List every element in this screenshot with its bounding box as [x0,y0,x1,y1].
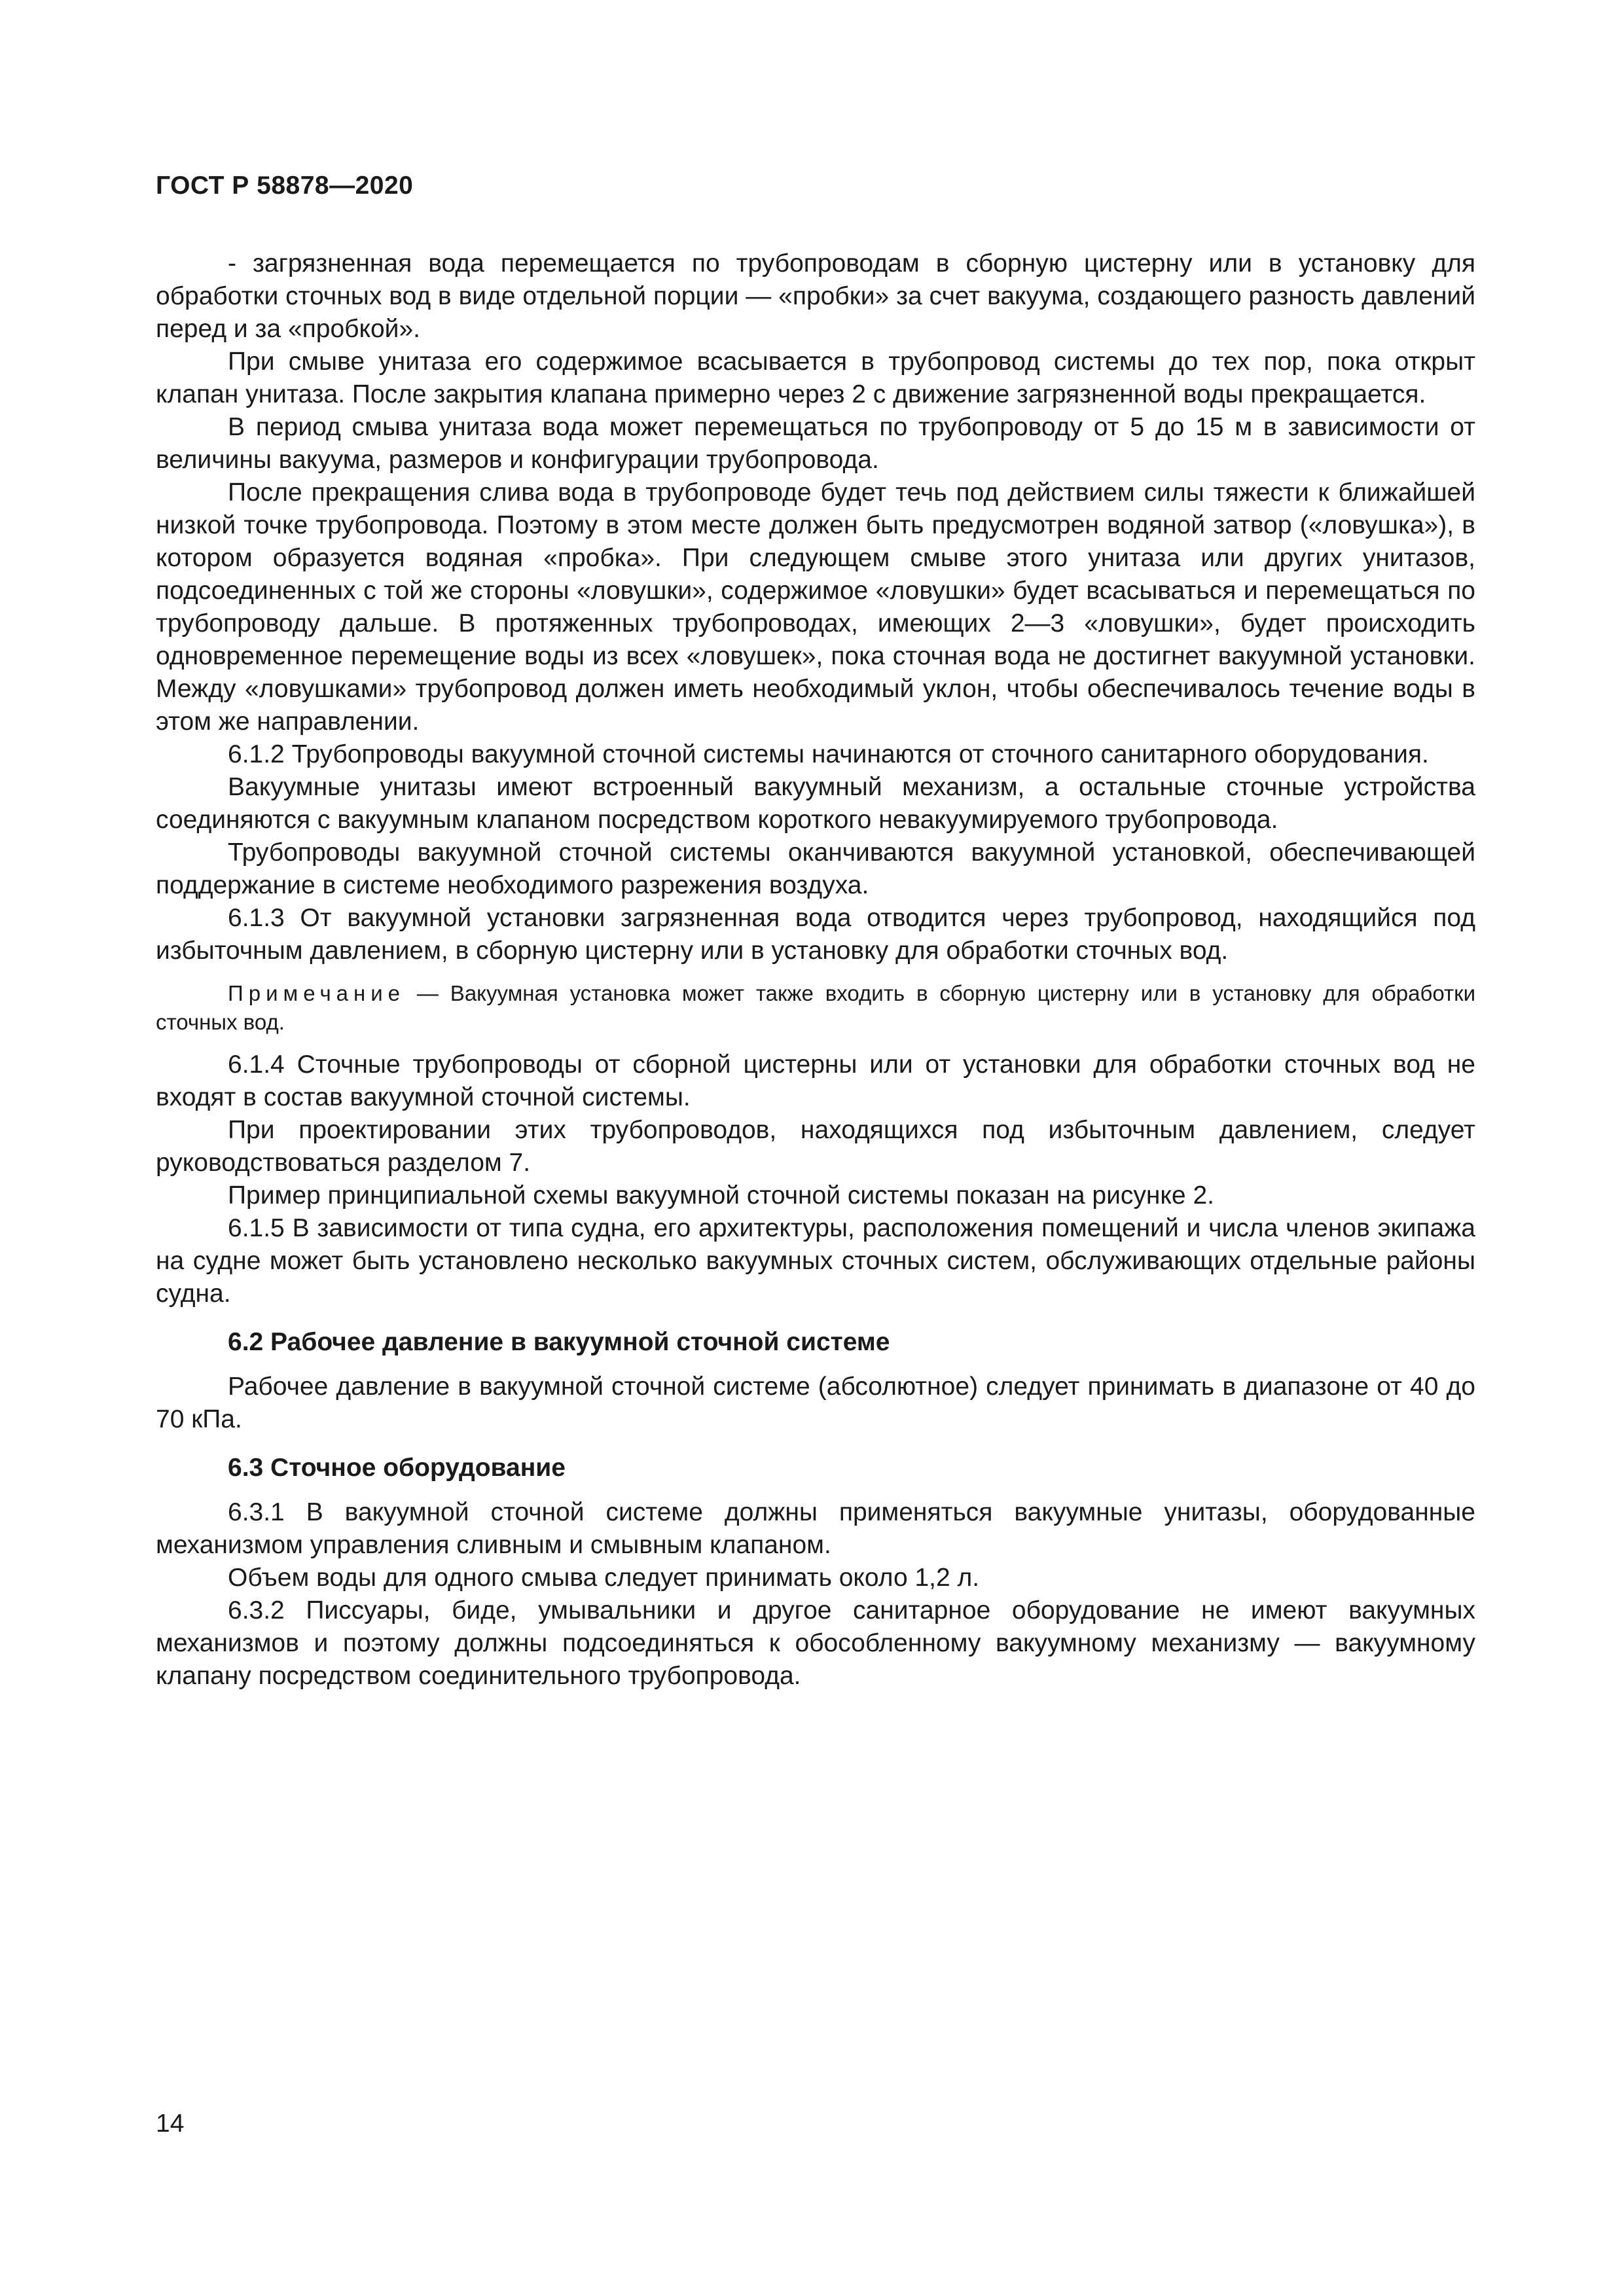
paragraph: 6.3.1 В вакуумной сточной системе должны применяться вакуумные унитазы, оборудованные механизмом управления сливным и смывным клапаном. [156,1498,1475,1559]
note-text: — Вакуумная установка может также входить в сборную цистерну или в установку для обработки сточных вод. [156,981,1475,1034]
paragraph: 6.3.2 Писсуары, биде, умывальники и другое санитарное оборудование не имеют вакуумных механизмов и поэтому должны подсоединяться к обособленному вакуумному механизму — вакуумному клапану посредством соединительного трубопровода. [156,1596,1475,1690]
paragraph: После прекращения слива вода в трубопроводе будет течь под действием силы тяжести к ближайшей низкой точке трубопровода. Поэтому в этом месте должен быть предусмотрен водяной затвор («ловушка»), в котором образуется водяная «пробка». При следующем смыве этого унитаза или других унитазов, подсоединенных с той же стороны «ловушки», содержимое «ловушки» будет всасываться и перемещаться по трубопроводу дальше. В протяженных трубопроводах, имеющих 2—3 «ловушки», будет происходить одновременное перемещение воды из всех «ловушек», пока сточная вода не достигнет вакуумной установки. Между «ловушками» трубопровод должен иметь необходимый уклон, чтобы обеспечивалось течение воды в этом же направлении. [156,478,1475,736]
paragraph: 6.1.4 Сточные трубопроводы от сборной цистерны или от установки для обработки сточных вод не входят в состав вакуумной сточной системы. [156,1050,1475,1111]
document-body [156,247,1475,1693]
paragraph: При смыве унитаза его содержимое всасывается в трубопровод системы до тех пор, пока открыт клапан унитаза. После закрытия клапана примерно через 2 с движение загрязненной воды прекращается. [156,348,1475,408]
paragraph: 6.1.3 От вакуумной установки загрязненная вода отводится через трубопровод, находящийся под избыточным давлением, в сборную цистерну или в установку для обработки сточных вод. [156,904,1475,965]
page-number: 14 [156,2109,185,2138]
paragraph: Трубопроводы вакуумной сточной системы оканчиваются вакуумной установкой, обеспечивающей поддержание в системе необходимого разрежения воздуха. [156,838,1475,899]
note [156,979,1475,1037]
paragraph: При проектировании этих трубопроводов, находящихся под избыточным давлением, следует руководствоваться разделом 7. [156,1116,1475,1177]
section-heading: 6.3 Сточное оборудование [228,1454,566,1482]
paragraph: Рабочее давление в вакуумной сточной системе (абсолютное) следует принимать в диапазоне от 40 до 70 кПа. [156,1372,1475,1433]
paragraph: Вакуумные унитазы имеют встроенный вакуумный механизм, а остальные сточные устройства соединяются с вакуумным клапаном посредством короткого невакуумируемого трубопровода. [156,773,1475,834]
paragraph: - загрязненная вода перемещается по трубопроводам в сборную цистерну или в установку для обработки сточных вод в виде отдельной порции — «пробки» за счет вакуума, создающего разность давлений перед и за «пробкой». [156,249,1475,343]
document-standard-id: ГОСТ Р 58878—2020 [156,171,414,200]
section-heading: 6.2 Рабочее давление в вакуумной сточной системе [228,1328,890,1356]
paragraph: Объем воды для одного смыва следует принимать около 1,2 л. [228,1564,980,1592]
note-label: Примечание [228,981,406,1005]
paragraph: 6.1.5 В зависимости от типа судна, его архитектуры, расположения помещений и числа членов экипажа на судне может быть установлено несколько вакуумных сточных систем, обслуживающих отдельные районы судна. [156,1214,1475,1308]
paragraph: 6.1.2 Трубопроводы вакуумной сточной системы начинаются от сточного санитарного оборудования. [228,740,1429,768]
paragraph: Пример принципиальной схемы вакуумной сточной системы показан на рисунке 2. [228,1181,1214,1210]
paragraph: В период смыва унитаза вода может перемещаться по трубопроводу от 5 до 15 м в зависимости от величины вакуума, размеров и конфигурации трубопровода. [156,413,1475,474]
